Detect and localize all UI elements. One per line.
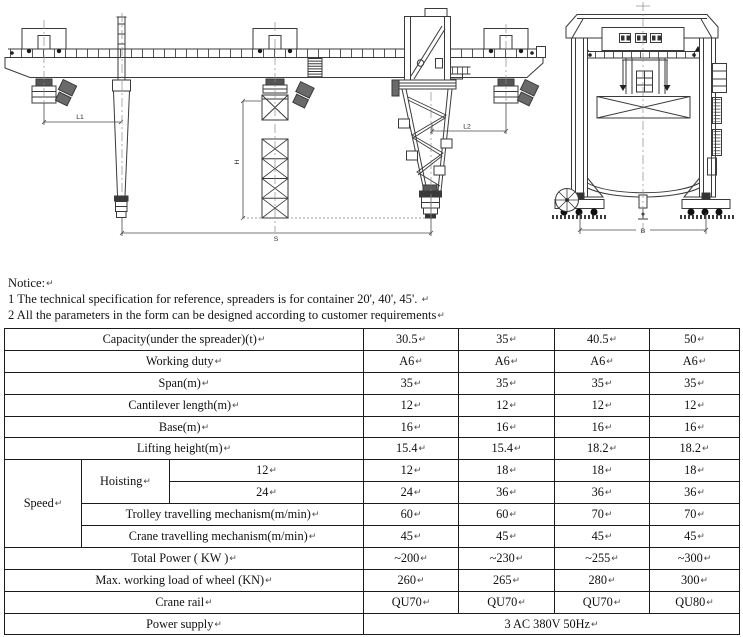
side-elevation-view — [552, 2, 734, 235]
table-row-power-supply — [5, 613, 740, 635]
table-cell: 50↵ — [650, 329, 740, 351]
table-row-lifting-height — [5, 438, 740, 460]
table-row-hoisting-12 — [5, 460, 740, 482]
table-cell: 16↵ — [555, 416, 650, 438]
cable-reel — [556, 189, 579, 212]
table-cell: 60↵ — [459, 504, 555, 526]
hoisting-label: Hoisting↵ — [82, 460, 170, 504]
notice-line-1: 1 The technical specification for reference, spreaders is for container 20', 40', 45'. ↵ — [8, 292, 430, 306]
spreader — [597, 97, 690, 119]
table-row-cantilever — [5, 394, 740, 416]
rail-end-stop — [537, 47, 546, 58]
table-cell: 16↵ — [459, 416, 555, 438]
paragraph-mark: ↵ — [46, 278, 54, 288]
table-cell: 12↵ — [459, 394, 555, 416]
table-cell: ~300↵ — [650, 547, 740, 569]
table-cell: 265↵ — [459, 569, 555, 591]
table-row-working-duty — [5, 350, 740, 372]
table-row-span — [5, 372, 740, 394]
dim-label-l1: L1 — [76, 114, 84, 121]
row-label: Crane rail↵ — [5, 591, 364, 613]
table-cell: 70↵ — [555, 504, 650, 526]
table-cell: 15.4↵ — [459, 438, 555, 460]
table-cell: 16↵ — [650, 416, 740, 438]
row-label: Span(m)↵ — [5, 372, 364, 394]
left-leg — [113, 17, 131, 218]
table-cell: 300↵ — [650, 569, 740, 591]
row-label: Trolley travelling mechanism(m/min)↵ — [82, 504, 364, 526]
table-cell: 18↵ — [555, 460, 650, 482]
table-cell: A6↵ — [555, 350, 650, 372]
hoist-right — [494, 79, 539, 106]
table-cell: ~255↵ — [555, 547, 650, 569]
machinery-tower — [405, 9, 471, 81]
table-cell: 15.4↵ — [364, 438, 459, 460]
table-row-trolley-travelling — [5, 504, 740, 526]
table-cell: ~230↵ — [459, 547, 555, 569]
table-cell: 16↵ — [364, 416, 459, 438]
table-cell: 18↵ — [459, 460, 555, 482]
table-cell: QU80↵ — [650, 591, 740, 613]
table-cell-power-supply: 3 AC 380V 50Hz↵ — [364, 613, 740, 635]
table-cell: 18.2↵ — [650, 438, 740, 460]
table-cell: 35↵ — [459, 372, 555, 394]
table-cell: 36↵ — [650, 482, 740, 504]
table-row-crane-rail — [5, 591, 740, 613]
table-cell: ~200↵ — [364, 547, 459, 569]
table-row-crane-travelling — [5, 526, 740, 548]
row-label: Max. working load of wheel (KN)↵ — [5, 569, 364, 591]
table-row-max-wheel-load — [5, 569, 740, 591]
table-cell: 12↵ — [650, 394, 740, 416]
table-cell: 35↵ — [459, 329, 555, 351]
notice-title: Notice:↵ — [8, 276, 54, 290]
table-cell: 45↵ — [364, 526, 459, 548]
row-label: Working duty↵ — [5, 350, 364, 372]
table-cell: 45↵ — [555, 526, 650, 548]
table-cell: A6↵ — [650, 350, 740, 372]
table-cell: 36↵ — [459, 482, 555, 504]
table-cell: 35↵ — [364, 372, 459, 394]
table-cell: 12↵ — [364, 394, 459, 416]
row-label: Base(m)↵ — [5, 416, 364, 438]
table-cell: 280↵ — [555, 569, 650, 591]
side-trolley — [620, 58, 671, 94]
table-row-total-power — [5, 547, 740, 569]
table-row-capacity — [5, 329, 740, 351]
paragraph-mark: ↵ — [437, 310, 445, 320]
table-cell: 45↵ — [459, 526, 555, 548]
front-elevation-view — [5, 9, 546, 244]
table-cell: 36↵ — [555, 482, 650, 504]
table-cell: 45↵ — [650, 526, 740, 548]
table-cell: 260↵ — [364, 569, 459, 591]
row-label: Crane travelling mechanism(m/min)↵ — [82, 526, 364, 548]
row-label: Power supply↵ — [5, 613, 364, 635]
row-label: 24↵ — [170, 482, 364, 504]
table-cell: QU70↵ — [555, 591, 650, 613]
table-cell: 18↵ — [650, 460, 740, 482]
dim-label-s: S — [273, 236, 279, 243]
specification-table — [4, 328, 740, 635]
table-cell: QU70↵ — [459, 591, 555, 613]
row-label: Total Power ( KW )↵ — [5, 547, 364, 569]
table-cell: QU70↵ — [364, 591, 459, 613]
truss-leg — [392, 80, 456, 218]
dim-label-b: B — [640, 228, 646, 235]
notice-block — [8, 275, 445, 323]
table-cell: 12↵ — [364, 460, 459, 482]
table-cell: 35↵ — [555, 372, 650, 394]
table-cell: 12↵ — [555, 394, 650, 416]
speed-group-label: Speed↵ — [5, 460, 82, 548]
table-cell: A6↵ — [364, 350, 459, 372]
row-label: 12↵ — [170, 460, 364, 482]
table-cell: 60↵ — [364, 504, 459, 526]
table-cell: 70↵ — [650, 504, 740, 526]
gantry-crane-technical-drawing — [0, 0, 743, 274]
notice-line-2: 2 All the parameters in the form can be designed according to customer requirements↵ — [8, 308, 445, 322]
paragraph-mark: ↵ — [421, 294, 430, 304]
dim-label-h: H — [234, 159, 241, 165]
table-cell: 18.2↵ — [555, 438, 650, 460]
table-cell: 35↵ — [650, 372, 740, 394]
table-row-base — [5, 416, 740, 438]
table-cell: A6↵ — [459, 350, 555, 372]
hoist-left — [32, 79, 77, 106]
main-girder-rail — [8, 49, 543, 58]
row-label: Cantilever length(m)↵ — [5, 394, 364, 416]
row-label: Lifting height(m)↵ — [5, 438, 364, 460]
table-cell: 30.5↵ — [364, 329, 459, 351]
table-cell: 40.5↵ — [555, 329, 650, 351]
row-label: Capacity(under the spreader)(t)↵ — [5, 329, 364, 351]
dim-label-l2: L2 — [463, 123, 471, 131]
table-cell: 24↵ — [364, 482, 459, 504]
